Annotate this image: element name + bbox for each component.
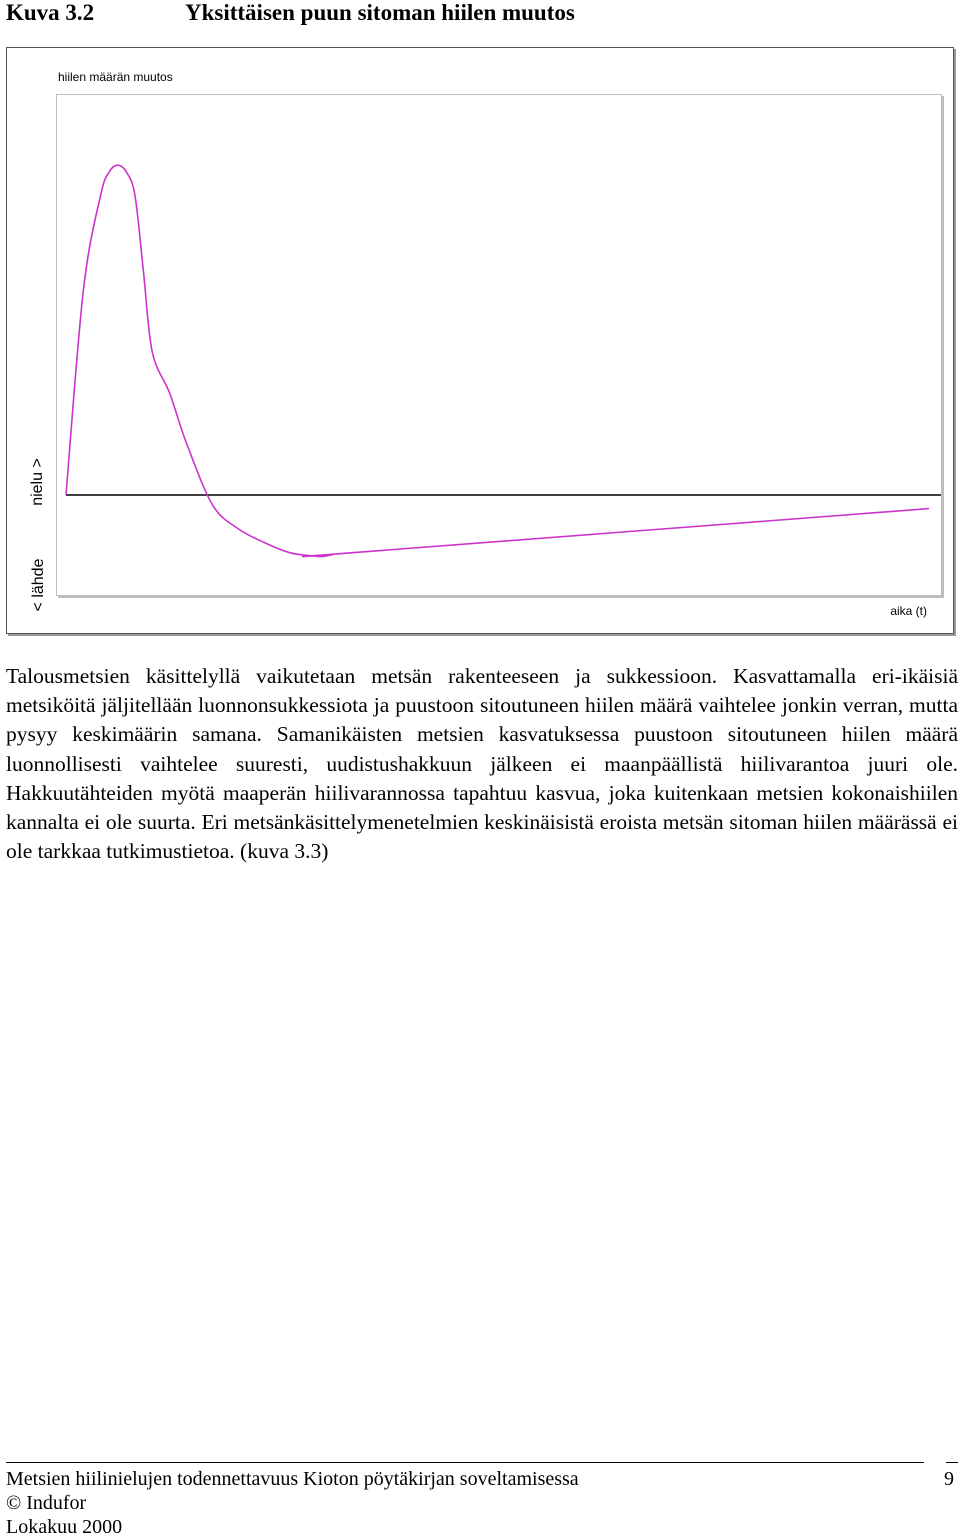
y-axis-label-sink: nielu >	[29, 458, 46, 506]
x-axis-label: aika (t)	[890, 604, 927, 618]
caption-title: Yksittäisen puun sitoman hiilen muutos	[185, 0, 575, 25]
carbon-change-chart	[7, 48, 953, 633]
footer-copyright: © Indufor	[6, 1492, 87, 1514]
chart-title: hiilen määrän muutos	[58, 70, 173, 84]
carbon-change-series-line	[66, 165, 929, 556]
footer-divider	[6, 1462, 924, 1463]
y-axis-label-source: < lähde	[30, 558, 47, 612]
figure-frame	[6, 47, 954, 634]
footer-date: Lokakuu 2000	[6, 1516, 123, 1538]
footer-document-title: Metsien hiilinielujen todennettavuus Kioton pöytäkirjan soveltamisessa	[6, 1468, 579, 1490]
page-number: 9	[944, 1468, 954, 1490]
footer-divider-right	[946, 1462, 958, 1463]
body-paragraph: Talousmetsien käsittelyllä vaikutetaan metsän rakenteeseen ja sukkessioon. Kasvattamalla eri-ikäisiä metsiköitä jäljitellään luonnonsukkessiota ja puustoon sitoutuneen hiilen määrä vaihtelee jonkin verran, mutta pysyy keskimäärin samana. Samanikäisten metsien kasvatuksessa puustoon sitoutuneen hiilen määrä luonnollisesti vaihtelee suuresti, uudistushakkuun jälkeen ei maanpäällistä hiilivarantoa juuri ole. Hakkuutähteiden myötä maaperän hiilivarannossa tapahtuu kasvua, joka kuitenkaan metsien kokonaishiilen kannalta ei ole suurta. Eri metsänkäsittelymenetelmien keskinäisistä eroista metsän sitoman hiilen määrässä ei ole tarkkaa tutkimustietoa. (kuva 3.3)	[6, 664, 958, 864]
caption-number: Kuva 3.2	[6, 0, 95, 25]
